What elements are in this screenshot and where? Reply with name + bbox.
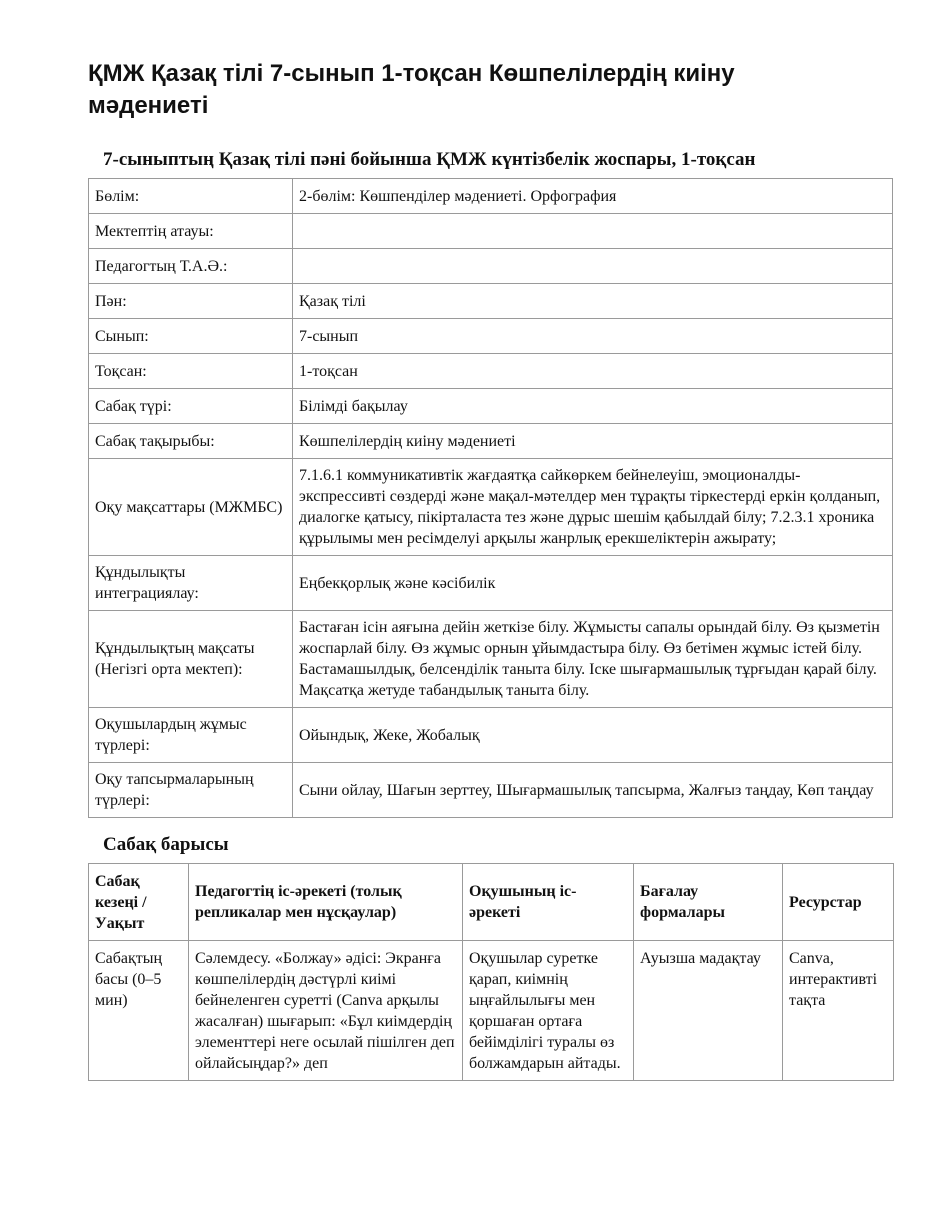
info-value: Білімді бақылау [293, 389, 893, 424]
table-row [89, 763, 893, 818]
table-row [89, 941, 894, 1081]
info-value: 2-бөлім: Көшпенділер мәдениеті. Орфография [293, 179, 893, 214]
table-row [89, 179, 893, 214]
info-value: Көшпелілердің киіну мәдениеті [293, 424, 893, 459]
table-row [89, 611, 893, 708]
info-label: Бөлім: [89, 179, 293, 214]
table-header-row [89, 864, 894, 941]
info-value: Сыни ойлау, Шағын зерттеу, Шығармашылық тапсырма, Жалғыз таңдау, Көп таңдау [293, 763, 893, 818]
lesson-progress-table [88, 863, 894, 1081]
info-label: Пән: [89, 284, 293, 319]
table-row [89, 459, 893, 556]
info-value: 1-тоқсан [293, 354, 893, 389]
table-row [89, 424, 893, 459]
column-header-resources: Ресурстар [783, 864, 894, 941]
cell-assessment: Ауызша мадақтау [634, 941, 783, 1081]
info-label: Сабақ түрі: [89, 389, 293, 424]
cell-student: Оқушылар суретке қарап, киімнің ыңғайлылығы мен қоршаған ортаға бейімділігі туралы өз болжамдарын айтады. [463, 941, 634, 1081]
table-row [89, 284, 893, 319]
lesson-info-table [88, 178, 893, 818]
column-header-teacher: Педагогтің іс-әрекеті (толық репликалар мен нұсқаулар) [189, 864, 463, 941]
cell-teacher: Сәлемдесу. «Болжау» әдісі: Экранға көшпелілердің дәстүрлі киімі бейнеленген суретті (Canva арқылы жасалған) шығарып: «Бұл киімдердің элементтері неге осылай пішілген деп ойлайсыңдар?» деп [189, 941, 463, 1081]
table-row [89, 319, 893, 354]
info-label: Оқу мақсаттары (МЖМБС) [89, 459, 293, 556]
lesson-heading: Сабақ барысы [103, 834, 229, 855]
info-label: Оқушылардың жұмыс түрлері: [89, 708, 293, 763]
cell-resources: Canva, интерактивті тақта [783, 941, 894, 1081]
info-value: Қазақ тілі [293, 284, 893, 319]
document-title: ҚМЖ Қазақ тілі 7-сынып 1-тоқсан Көшпелілердің киіну мәдениеті [88, 60, 735, 119]
plan-heading: 7-сыныптың Қазақ тілі пәні бойынша ҚМЖ күнтізбелік жоспары, 1-тоқсан [103, 149, 756, 170]
info-value [293, 214, 893, 249]
table-row [89, 249, 893, 284]
info-label: Сабақ тақырыбы: [89, 424, 293, 459]
cell-stage: Сабақтың басы (0–5 мин) [89, 941, 189, 1081]
document-page [88, 58, 893, 1081]
table-row [89, 354, 893, 389]
info-label: Тоқсан: [89, 354, 293, 389]
info-label: Құндылықты интеграциялау: [89, 556, 293, 611]
info-value: 7-сынып [293, 319, 893, 354]
column-header-stage: Сабақ кезеңі / Уақыт [89, 864, 189, 941]
info-value [293, 249, 893, 284]
info-label: Педагогтың Т.А.Ә.: [89, 249, 293, 284]
table-row [89, 708, 893, 763]
info-value: Бастаған ісін аяғына дейін жеткізе білу. Жұмысты сапалы орындай білу. Өз қызметін жоспарлай білу. Өз жұмыс орнын ұйымдастыра білу. Өз бетімен жұмыс істей білу. Бастамашылдық, белсенділік таныта білу. Іске шығармашылық тұрғыдан қарай білу. Мақсатқа жетуде табандылық таныта білу. [293, 611, 893, 708]
column-header-assessment: Бағалау формалары [634, 864, 783, 941]
table-row [89, 389, 893, 424]
info-value: 7.1.6.1 коммуникативтік жағдаятқа сайкөркем бейнелеуіш, эмоционалды-экспрессивті сөздерді және мақал-мәтелдер мен тұрақты тіркестерді еркін қолданып, диалогке қатысу, пікірталаста тез және дұрыс шешім қабылдай білу; 7.2.3.1 хроника құрылымы мен ресімделуі арқылы жанрлық ерекшеліктерін ажырату; [293, 459, 893, 556]
column-header-student: Оқушының іс-әрекеті [463, 864, 634, 941]
info-label: Сынып: [89, 319, 293, 354]
info-value: Ойындық, Жеке, Жобалық [293, 708, 893, 763]
table-row [89, 214, 893, 249]
info-label: Мектептің атауы: [89, 214, 293, 249]
table-row [89, 556, 893, 611]
info-value: Еңбекқорлық және кәсібилік [293, 556, 893, 611]
info-label: Құндылықтың мақсаты (Негізгі орта мектеп): [89, 611, 293, 708]
info-label: Оқу тапсырмаларының түрлері: [89, 763, 293, 818]
